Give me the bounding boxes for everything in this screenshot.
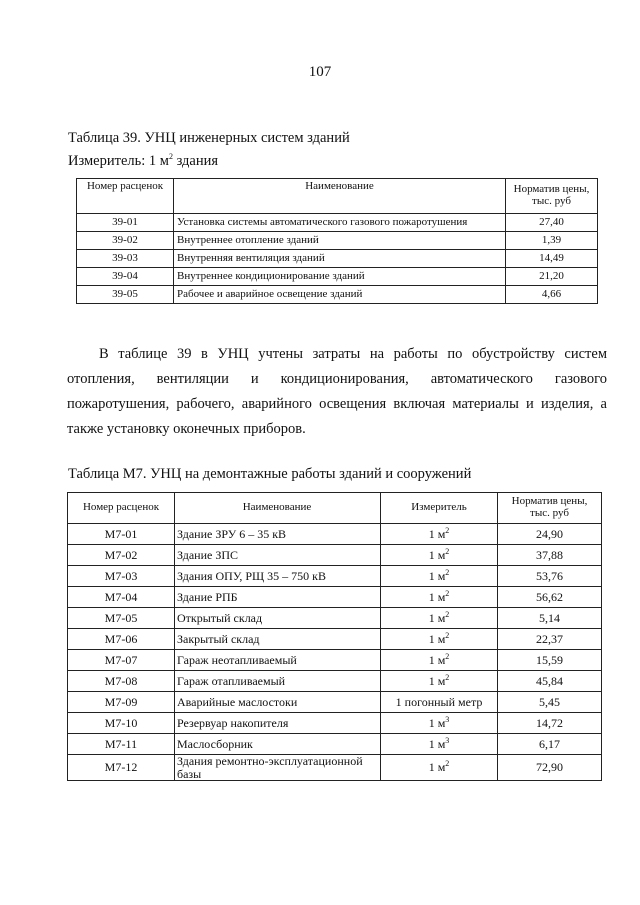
row-code: М7-01 <box>68 524 175 545</box>
table-row <box>68 587 602 608</box>
row-price: 14,72 <box>498 713 602 734</box>
table-row <box>68 629 602 650</box>
tableM7 <box>67 492 602 781</box>
row-code: М7-07 <box>68 650 175 671</box>
row-unit-text: 1 м <box>428 526 446 541</box>
row-code: 39-02 <box>77 232 174 250</box>
row-price: 72,90 <box>498 755 602 781</box>
row-price: 37,88 <box>498 545 602 566</box>
row-name: Здание ЗПС <box>175 545 381 566</box>
table39-header-price: Норматив цены, тыс. руб <box>506 179 598 214</box>
row-price: 15,59 <box>498 650 602 671</box>
row-code: М7-02 <box>68 545 175 566</box>
tableM7-header-row <box>68 493 602 524</box>
table-row <box>68 713 602 734</box>
row-unit <box>381 734 498 755</box>
row-unit-sup: 2 <box>445 567 450 577</box>
table-row <box>77 250 598 268</box>
row-price: 5,45 <box>498 692 602 713</box>
row-unit-text: 1 м <box>428 736 446 751</box>
row-name: Резервуар накопителя <box>175 713 381 734</box>
table39-unit-suffix: здания <box>172 153 219 169</box>
table-row <box>68 734 602 755</box>
row-price: 1,39 <box>506 232 598 250</box>
row-unit <box>381 524 498 545</box>
row-name: Внутреннее отопление зданий <box>174 232 506 250</box>
row-price: 56,62 <box>498 587 602 608</box>
table39-unit-sup: 2 <box>168 152 173 162</box>
row-unit-text: 1 м <box>428 760 446 775</box>
row-unit-sup: 2 <box>445 630 450 640</box>
row-unit-sup: 2 <box>445 651 450 661</box>
row-price: 6,17 <box>498 734 602 755</box>
row-name: Внутренняя вентиляция зданий <box>174 250 506 268</box>
row-code: 39-05 <box>77 286 174 304</box>
table39-unit <box>68 153 218 170</box>
tableM7-caption: Таблица М7. УНЦ на демонтажные работы зданий и сооружений <box>68 466 472 482</box>
row-unit-text: 1 м <box>428 547 446 562</box>
row-unit-text: 1 м <box>428 610 446 625</box>
body-paragraph: В таблице 39 в УНЦ учтены затраты на работы по обустройству систем отопления, вентиляции и кондиционирования, автоматического газового пожаротушения, рабочего, аварийного освещения включая материалы и изделия, а также установку оконечных приборов. <box>67 346 607 437</box>
table-row <box>77 286 598 304</box>
row-code: 39-04 <box>77 268 174 286</box>
row-code: 39-03 <box>77 250 174 268</box>
row-name: Здание ЗРУ 6 – 35 кВ <box>175 524 381 545</box>
row-price: 53,76 <box>498 566 602 587</box>
row-unit <box>381 671 498 692</box>
row-name: Гараж неотапливаемый <box>175 650 381 671</box>
table39-caption: Таблица 39. УНЦ инженерных систем зданий <box>68 130 350 146</box>
table39-header-code: Номер расценок <box>77 179 174 214</box>
row-name: Внутреннее кондиционирование зданий <box>174 268 506 286</box>
row-unit-sup: 3 <box>445 735 450 745</box>
table-row <box>77 268 598 286</box>
row-unit-sup: 2 <box>445 525 450 535</box>
table39-header-row <box>77 179 598 214</box>
table39-header-name: Наименование <box>174 179 506 214</box>
row-unit <box>381 587 498 608</box>
table-row <box>68 566 602 587</box>
row-code: М7-05 <box>68 608 175 629</box>
row-code: М7-11 <box>68 734 175 755</box>
table-row <box>68 650 602 671</box>
row-name: Здания ремонтно-эксплуатационной базы <box>175 755 381 781</box>
row-unit <box>381 650 498 671</box>
table-row <box>68 524 602 545</box>
row-name: Открытый склад <box>175 608 381 629</box>
table39-unit-prefix: Измеритель: 1 м <box>68 153 169 169</box>
row-name: Рабочее и аварийное освещение зданий <box>174 286 506 304</box>
row-name: Аварийные маслостоки <box>175 692 381 713</box>
row-unit <box>381 608 498 629</box>
row-unit <box>381 713 498 734</box>
row-unit-sup: 2 <box>445 546 450 556</box>
row-unit-text: 1 м <box>428 568 446 583</box>
row-price: 45,84 <box>498 671 602 692</box>
row-unit-text: 1 м <box>428 589 446 604</box>
row-unit-text: 1 м <box>428 652 446 667</box>
table-row <box>77 232 598 250</box>
row-price: 14,49 <box>506 250 598 268</box>
row-unit-sup: 2 <box>445 672 450 682</box>
row-name: Установка системы автоматического газового пожаротушения <box>174 214 506 232</box>
row-code: М7-04 <box>68 587 175 608</box>
row-price: 27,40 <box>506 214 598 232</box>
tableM7-header-price: Норматив цены, тыс. руб <box>498 493 602 524</box>
tableM7-header-code: Номер расценок <box>68 493 175 524</box>
row-unit-sup: 2 <box>445 759 450 769</box>
row-name: Здание РПБ <box>175 587 381 608</box>
row-unit <box>381 629 498 650</box>
row-unit <box>381 545 498 566</box>
row-code: М7-03 <box>68 566 175 587</box>
table-row <box>68 545 602 566</box>
row-unit-sup: 2 <box>445 588 450 598</box>
table39 <box>76 178 598 304</box>
row-unit-text: 1 м <box>428 631 446 646</box>
row-price: 21,20 <box>506 268 598 286</box>
page-number: 107 <box>308 64 332 80</box>
row-code: М7-06 <box>68 629 175 650</box>
row-unit-sup: 3 <box>445 714 450 724</box>
table-row <box>77 214 598 232</box>
row-code: 39-01 <box>77 214 174 232</box>
row-name: Маслосборник <box>175 734 381 755</box>
row-name: Здания ОПУ, РЩ 35 – 750 кВ <box>175 566 381 587</box>
row-unit <box>381 755 498 781</box>
row-price: 4,66 <box>506 286 598 304</box>
row-code: М7-09 <box>68 692 175 713</box>
tableM7-header-unit: Измеритель <box>381 493 498 524</box>
row-unit <box>381 692 498 713</box>
row-unit-text: 1 м <box>428 673 446 688</box>
row-name: Закрытый склад <box>175 629 381 650</box>
row-code: М7-08 <box>68 671 175 692</box>
row-unit-sup: 2 <box>445 609 450 619</box>
row-unit <box>381 566 498 587</box>
row-code: М7-12 <box>68 755 175 781</box>
tableM7-header-name: Наименование <box>175 493 381 524</box>
table-row <box>68 608 602 629</box>
row-price: 22,37 <box>498 629 602 650</box>
row-price: 24,90 <box>498 524 602 545</box>
table-row <box>68 671 602 692</box>
row-unit-text: 1 м <box>428 715 446 730</box>
table-row <box>68 692 602 713</box>
row-unit-text: 1 погонный метр <box>395 694 483 709</box>
table-row <box>68 755 602 781</box>
row-name: Гараж отапливаемый <box>175 671 381 692</box>
row-code: М7-10 <box>68 713 175 734</box>
row-price: 5,14 <box>498 608 602 629</box>
